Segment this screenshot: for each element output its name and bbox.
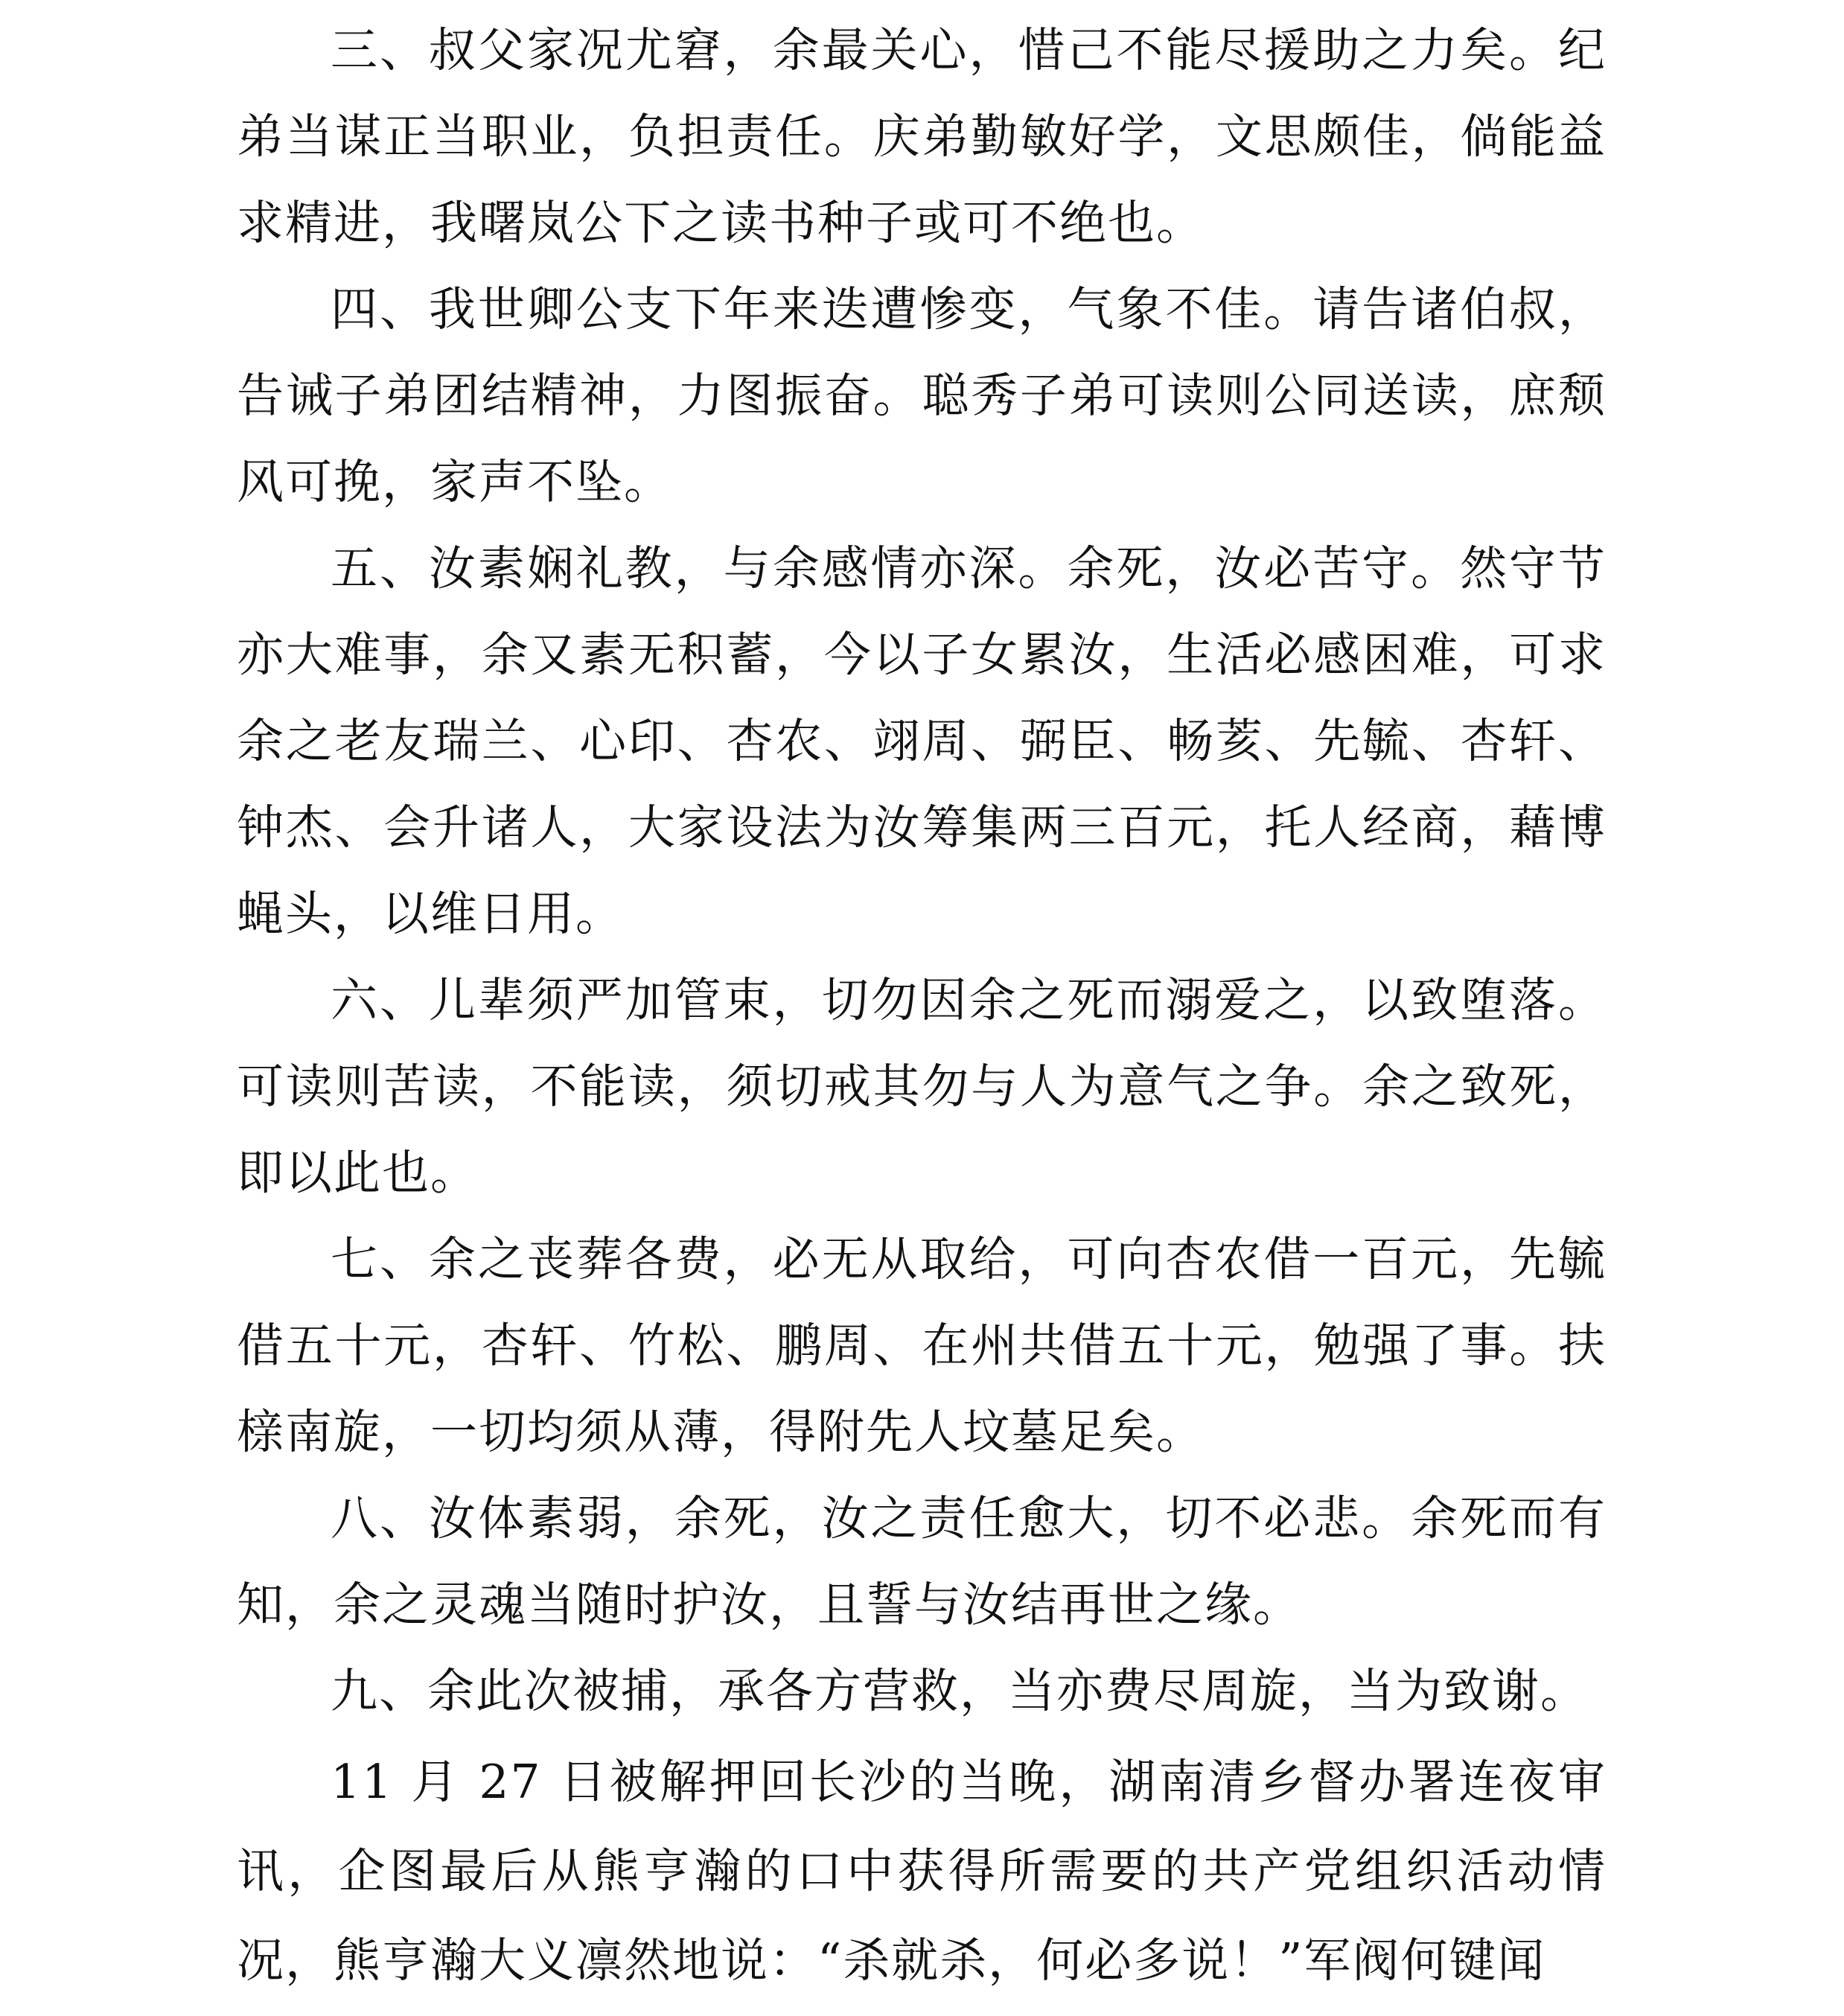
paragraph-item-7: 七、余之丧葬各费，必无从取给，可向杏农借一百元，先毓借五十元，杏轩、竹松、鹏周、在州共借五十元，勉强了事。扶榇南旋，一切均须从薄，得附先人坟墓足矣。 — [237, 1232, 1607, 1459]
paragraph-item-9: 九、余此次被捕，承各方营救，当亦费尽周旋，当为致谢。 — [331, 1664, 1589, 1718]
paragraph-item-3: 三、叔父家况尤窘，余最关心，惜己不能尽援助之力矣。纪弟当谋正当职业，负担责任。庆弟勤敏好学，文思颇佳，倘能益求精进，我曙岚公下之读书种子或可不绝也。 — [237, 23, 1607, 250]
narrative-paragraph: 11 月 27 日被解押回长沙的当晚，湖南清乡督办署连夜审讯，企图最后从熊亨瀚的口中获得所需要的共产党组织活动情况，熊亨瀚大义凛然地说：“杀就杀，何必多说！”军阀何键闻 — [237, 1755, 1607, 1988]
document-page — [237, 7, 1607, 2006]
paragraph-item-5: 五、汝素娴礼教，与余感情亦深。余死，汝必苦守。然守节亦大难事，余又素无积蓄，今以子女累汝，生活必感困难，可求余之老友瑞兰、心印、杏农、翊周、弼臣、畅荄、先毓、杏轩、钟杰、会升诸人，大家设法为汝筹集两三百元，托人经商，藉博蝇头，以维日用。 — [237, 541, 1607, 941]
paragraph-item-4: 四、我世卿公支下年来迭遭惨变，气象不佳。请告诸伯叔，告诫子弟团结精神，力图振奋。聪秀子弟可读则公同送读，庶颓风可挽，家声不坠。 — [237, 282, 1607, 509]
paragraph-item-6: 六、儿辈须严加管束，切勿因余之死而溺爱之，以致堕落。可读则苦读，不能读，须切戒其勿与人为意气之争。余之致死，即以此也。 — [237, 973, 1607, 1200]
paragraph-item-8: 八、汝体素弱，余死，汝之责任愈大，切不必悲。余死而有知，余之灵魂当随时护汝，且誓与汝结再世之缘。 — [237, 1491, 1607, 1632]
